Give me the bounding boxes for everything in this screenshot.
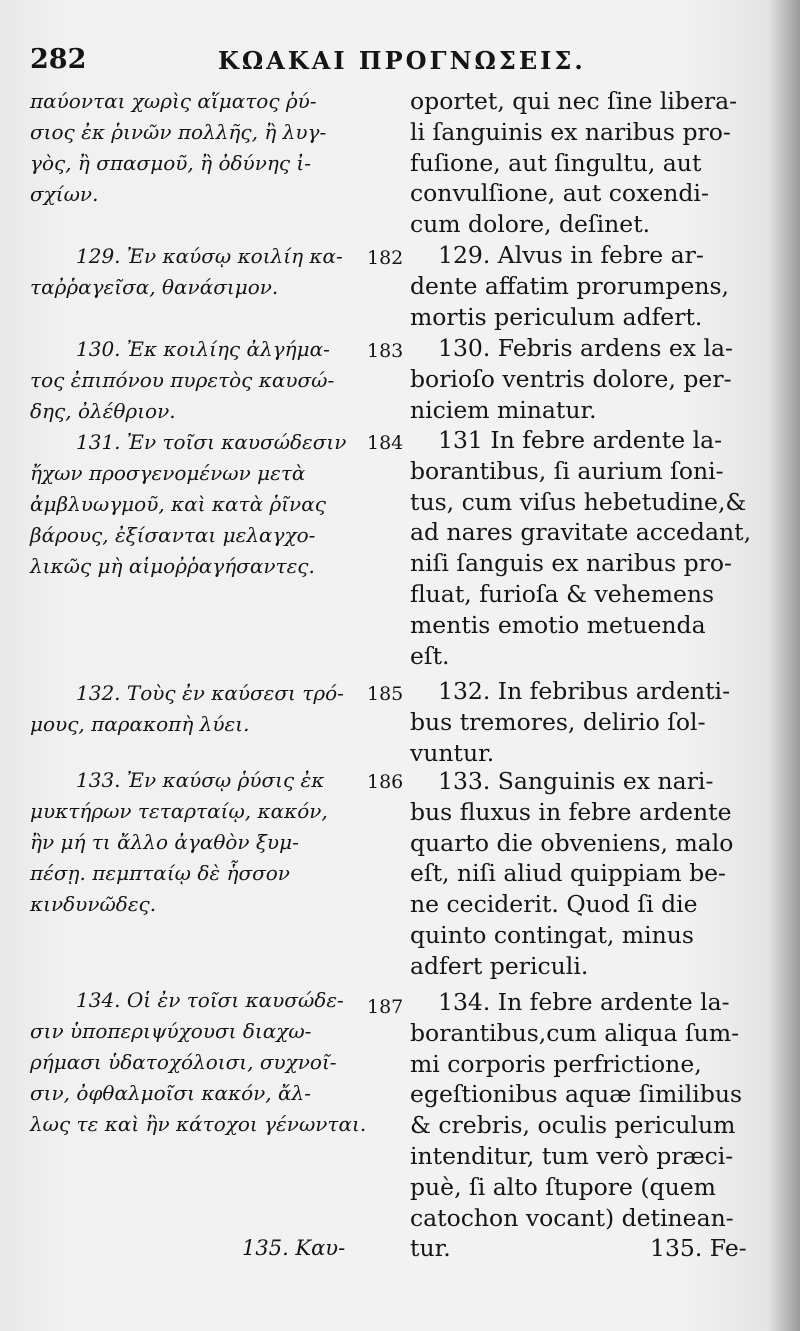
greek-line: σιν ὑποπεριψύχουσι διαχω- <box>30 1019 312 1043</box>
latin-line: vuntur. <box>410 738 495 767</box>
latin-paragraph-130 <box>410 333 733 425</box>
margin-number: 182 <box>367 247 404 269</box>
latin-paragraph-134 <box>410 987 742 1233</box>
latin-line: niciem minatur. <box>410 395 597 424</box>
greek-paragraph-134 <box>30 985 366 1140</box>
greek-paragraph-130 <box>30 334 334 427</box>
latin-line: 132. In febribus ardenti- <box>438 677 731 705</box>
greek-catchword: 135. Καυ- <box>242 1236 346 1260</box>
greek-line: ἢν μή τι ἄλλο ἀγαθὸν ξυμ- <box>30 830 299 854</box>
greek-line: λικῶς μὴ αἱμοῤῥαγήσαντες. <box>30 554 315 578</box>
latin-line: niſi ſanguis ex naribus pro- <box>410 549 733 578</box>
latin-line: fluat, furioſa & vehemens <box>410 579 715 608</box>
margin-number: 185 <box>367 683 404 705</box>
page-number: 282 <box>30 44 87 75</box>
latin-paragraph-133 <box>410 766 733 982</box>
latin-line: dente affatim prorumpens, <box>410 271 730 300</box>
greek-line: 134. Οἱ ἐν τοῖσι καυσώδε- <box>76 988 344 1012</box>
latin-line: mi corporis perfrictione, <box>410 1049 702 1078</box>
latin-paragraph-128 <box>410 86 737 240</box>
greek-paragraph-132 <box>30 678 344 740</box>
greek-line: 129. Ἐν καύσῳ κοιλίη κα- <box>76 244 343 268</box>
margin-number: 184 <box>367 432 404 454</box>
margin-number: 187 <box>367 996 404 1018</box>
greek-line: λως τε καὶ ἢν κάτοχοι γένωνται. <box>30 1112 367 1136</box>
greek-paragraph-128 <box>30 86 326 210</box>
latin-line: borantibus, ſi aurium ſoni- <box>410 456 724 485</box>
greek-line: ρήμασι ὑδατοχόλοισι, συχνοῖ- <box>30 1050 337 1074</box>
latin-line: ad nares gravitate accedant, <box>410 518 752 547</box>
greek-line: 132. Τοὺς ἐν καύσεσι τρό- <box>76 681 344 705</box>
greek-paragraph-133 <box>30 765 328 920</box>
page-header <box>0 44 800 84</box>
latin-catchword: 135. Fe- <box>650 1234 747 1262</box>
margin-number: 183 <box>367 340 404 362</box>
latin-line: quinto contingat, minus <box>410 920 694 949</box>
greek-paragraph-131 <box>30 427 346 582</box>
latin-line: convulſione, aut coxendi- <box>410 179 709 208</box>
greek-line: βάρους, ἐξίσανται μελαγχο- <box>30 523 316 547</box>
latin-line: fuſione, aut ſingultu, aut <box>410 148 702 177</box>
latin-line: ne ceciderit. Quod ſi die <box>410 890 698 919</box>
latin-line: & crebris, oculis periculum <box>410 1111 736 1140</box>
latin-line: 129. Alvus in febre ar- <box>438 241 704 269</box>
latin-line: tus, cum viſus hebetudine,& <box>410 487 747 516</box>
greek-line: μυκτήρων τεταρταίῳ, κακόν, <box>30 799 328 823</box>
greek-line: γὸς, ἢ σπασμοῦ, ἢ ὀδύνης ἰ- <box>30 151 311 175</box>
latin-line: puè, ſi alto ſtupore (quem <box>410 1172 716 1201</box>
latin-line: quarto die obveniens, malo <box>410 828 734 857</box>
greek-line: παύονται χωρὶς αἵματος ῥύ- <box>30 89 317 113</box>
greek-line: 130. Ἐκ κοιλίης ἀλγήμα- <box>76 337 330 361</box>
greek-line: σιος ἐκ ῥινῶν πολλῆς, ἢ λυγ- <box>30 120 327 144</box>
latin-line: mortis periculum adfert. <box>410 302 703 331</box>
greek-line: 133. Ἐν καύσῳ ῥύσις ἐκ <box>76 768 325 792</box>
latin-line: bus fluxus in febre ardente <box>410 797 732 826</box>
running-title: ΚΩΑΚΑΙ ΠΡΟΓΝΩΣΕΙΣ. <box>218 46 586 75</box>
greek-paragraph-129 <box>30 241 343 303</box>
latin-line: eſt, niſi aliud quippiam be- <box>410 859 726 888</box>
greek-line: δης, ὀλέθριον. <box>30 399 176 423</box>
latin-line: catochon vocant) detinean- <box>410 1203 734 1232</box>
greek-line: τος ἐπιπόνου πυρετὸς καυσώ- <box>30 368 335 392</box>
greek-line: μους, παρακοπὴ λύει. <box>30 712 250 736</box>
latin-line: eſt. <box>410 641 450 670</box>
latin-line: bus tremores, delirio ſol- <box>410 707 706 736</box>
latin-line: borantibus,cum aliqua ſum- <box>410 1018 740 1047</box>
latin-line: 134. In febre ardente la- <box>438 988 730 1016</box>
latin-line: intenditur, tum verò præci- <box>410 1141 734 1170</box>
greek-line: ἤχων προσγενομένων μετὰ <box>30 461 306 485</box>
greek-line: 131. Ἐν τοῖσι καυσώδεσιν <box>76 430 347 454</box>
latin-line: cum dolore, deſinet. <box>410 210 651 239</box>
greek-line: σχίων. <box>30 182 99 206</box>
greek-line: ἀμβλυωγμοῦ, καὶ κατὰ ῥῖνας <box>30 492 326 516</box>
greek-line: σιν, ὀφθαλμοῖσι κακόν, ἄλ- <box>30 1081 311 1105</box>
latin-paragraph-129 <box>410 240 729 332</box>
greek-line: ταῤῥαγεῖσα, θανάσιμον. <box>30 275 279 299</box>
latin-line: egeſtionibus aquæ ſimilibus <box>410 1080 743 1109</box>
latin-line: oportet, qui nec ſine libera- <box>410 87 738 115</box>
latin-final-line: tur. <box>410 1234 451 1262</box>
latin-paragraph-131 <box>410 425 751 671</box>
latin-line: 130. Febris ardens ex la- <box>438 334 734 362</box>
latin-line: borioſo ventris dolore, per- <box>410 364 732 393</box>
latin-line: 131 In febre ardente la- <box>438 426 723 454</box>
latin-line: mentis emotio metuenda <box>410 610 706 639</box>
latin-paragraph-132 <box>410 676 730 768</box>
greek-line: πέσῃ. πεμπταίῳ δὲ ἧσσον <box>30 861 290 885</box>
margin-number: 186 <box>367 771 404 793</box>
latin-line: adfert periculi. <box>410 951 589 980</box>
latin-line: 133. Sanguinis ex nari- <box>438 767 714 795</box>
latin-line: li ſanguinis ex naribus pro- <box>410 117 731 146</box>
greek-line: κινδυνῶδες. <box>30 892 157 916</box>
